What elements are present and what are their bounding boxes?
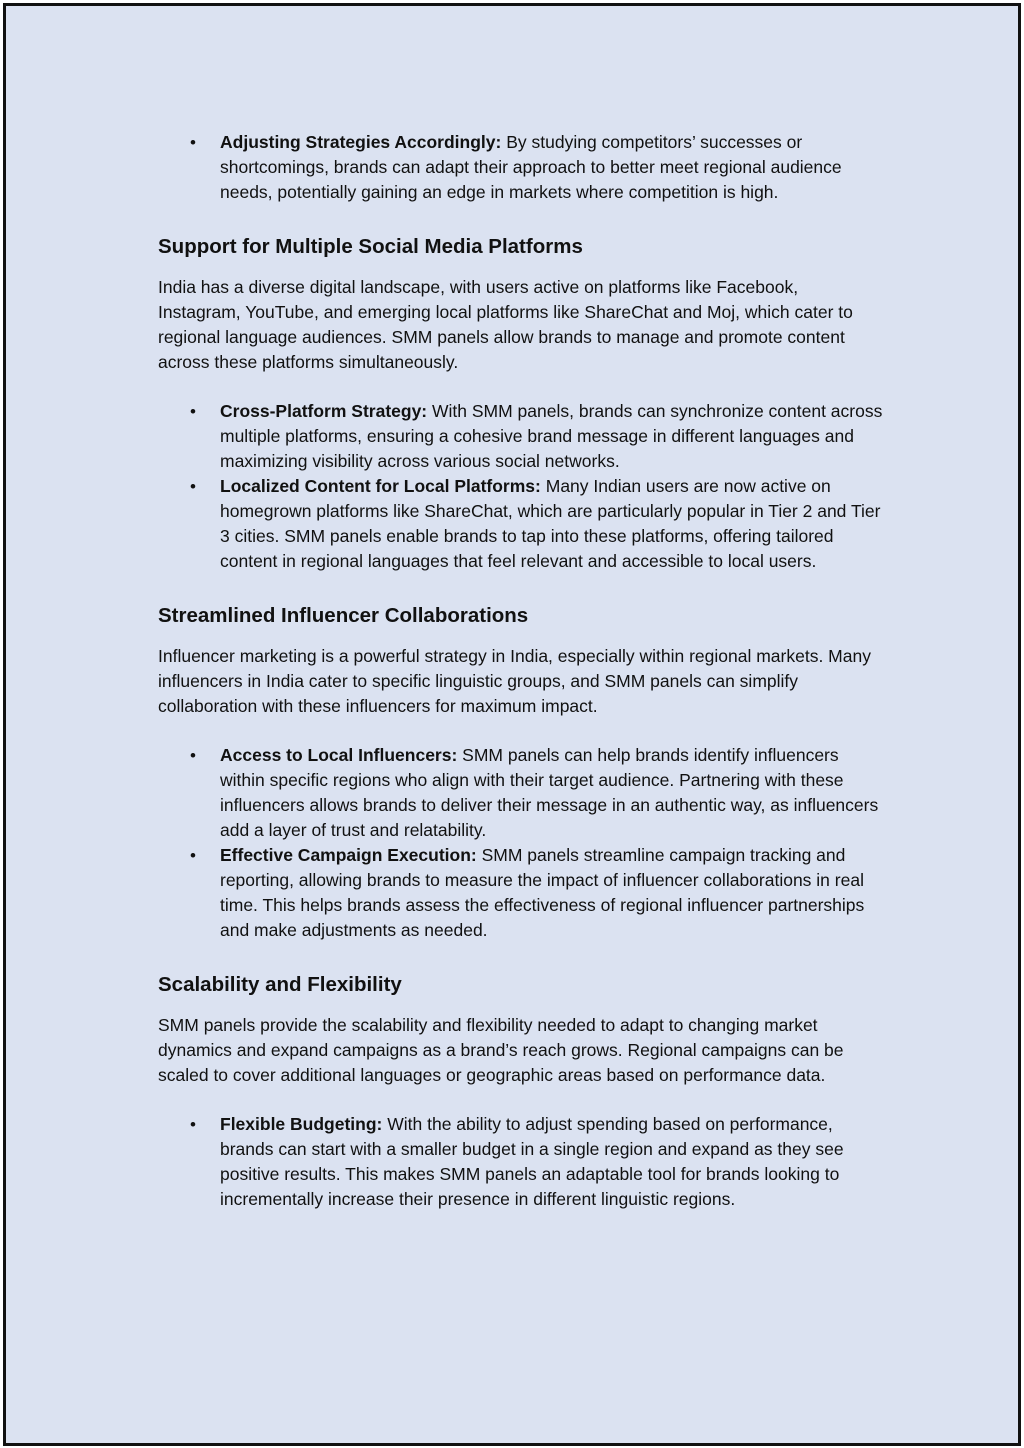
list-item xyxy=(158,399,883,474)
section-heading: Support for Multiple Social Media Platforms xyxy=(158,235,583,258)
intro-bullet-list xyxy=(158,130,883,205)
bullet-list xyxy=(158,743,883,943)
section-paragraph: India has a diverse digital landscape, with users active on platforms like Facebook, Instagram, YouTube, and emerging local platforms like ShareChat and Moj, which cater to regional language audiences. SMM panels allow brands to manage and promote content across these platforms simultaneously. xyxy=(158,277,853,372)
bullet-title: Flexible Budgeting: xyxy=(220,1114,383,1134)
bullet-list xyxy=(158,399,883,574)
bullet-text: With the ability to adjust spending based on performance, brands can start with a smaller budget in a single region and expand as they see positive results. This makes SMM panels an adaptable tool for brands looking to incrementally increase their presence in different linguistic regions. xyxy=(220,1114,844,1209)
bullet-text: SMM panels streamline campaign tracking and reporting, allowing brands to measure the impact of influencer collaborations in real time. This helps brands assess the effectiveness of regional influencer partnerships and make adjustments as needed. xyxy=(220,845,865,940)
bullet-title: Adjusting Strategies Accordingly: xyxy=(220,132,502,152)
section-influencer-collaborations xyxy=(158,602,883,943)
bullet-text: With SMM panels, brands can synchronize content across multiple platforms, ensuring a cohesive brand message in different languages and maximizing visibility across various social networks. xyxy=(220,401,883,471)
bullet-title: Localized Content for Local Platforms: xyxy=(220,476,541,496)
bullet-title: Cross-Platform Strategy: xyxy=(220,401,428,421)
document-content xyxy=(158,130,883,1212)
section-heading: Scalability and Flexibility xyxy=(158,973,402,996)
bullet-title: Access to Local Influencers: xyxy=(220,745,458,765)
section-paragraph: Influencer marketing is a powerful strategy in India, especially within regional markets. Many influencers in India cater to specific linguistic groups, and SMM panels can simplify collaboration with these influencers for maximum impact. xyxy=(158,646,871,716)
section-scalability xyxy=(158,971,883,1212)
section-heading: Streamlined Influencer Collaborations xyxy=(158,604,529,627)
list-item xyxy=(158,843,883,943)
section-multiple-platforms xyxy=(158,233,883,574)
bullet-text: Many Indian users are now active on homegrown platforms like ShareChat, which are particularly popular in Tier 2 and Tier 3 cities. SMM panels enable brands to tap into these platforms, offering tailored content in regional languages that feel relevant and accessible to local users. xyxy=(220,476,881,571)
document-page xyxy=(3,3,1021,1446)
list-item xyxy=(158,130,883,205)
bullet-text: By studying competitors’ successes or shortcomings, brands can adapt their approach to better meet regional audience needs, potentially gaining an edge in markets where competition is high. xyxy=(220,132,842,202)
bullet-title: Effective Campaign Execution: xyxy=(220,845,477,865)
bullet-list xyxy=(158,1112,883,1212)
list-item xyxy=(158,743,883,843)
list-item xyxy=(158,474,883,574)
bullet-text: SMM panels can help brands identify influencers within specific regions who align with their target audience. Partnering with these influencers allows brands to deliver their message in an authentic way, as influencers add a layer of trust and relatability. xyxy=(220,745,879,840)
list-item xyxy=(158,1112,883,1212)
section-paragraph: SMM panels provide the scalability and flexibility needed to adapt to changing market dynamics and expand campaigns as a brand’s reach grows. Regional campaigns can be scaled to cover additional languages or geographic areas based on performance data. xyxy=(158,1015,844,1085)
